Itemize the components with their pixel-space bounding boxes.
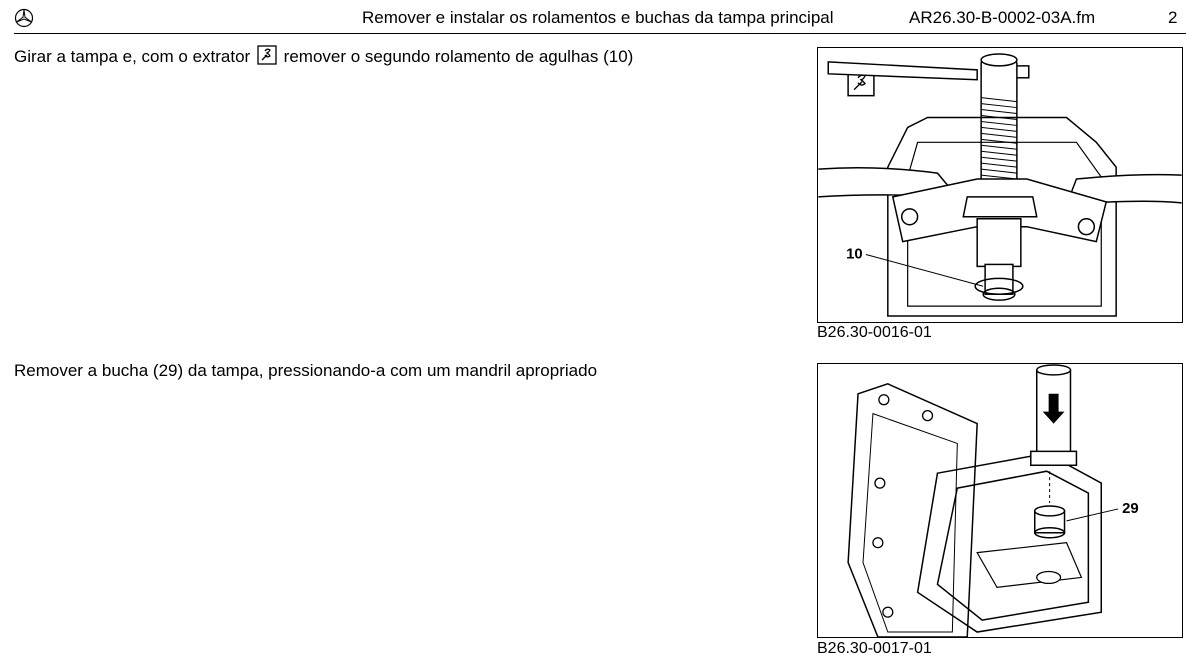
- figure-1-caption: B26.30-0016-01: [817, 324, 932, 341]
- step-2-instruction: Remover a bucha (29) da tampa, pressionando-a com um mandril apropriado: [14, 361, 598, 380]
- callout-29: 29: [1122, 500, 1139, 517]
- puller-illustration: [818, 48, 1182, 322]
- header-rule: [14, 33, 1186, 34]
- callout-10: 10: [846, 246, 863, 263]
- figure-2-caption: B26.30-0017-01: [817, 640, 932, 657]
- special-tool-symbol-icon: [257, 45, 277, 65]
- step-1-text-after: remover o segundo rolamento de agulhas (10): [283, 47, 634, 66]
- step-1-text-before: Girar a tampa e, com o extrator: [14, 47, 251, 66]
- mandrel-illustration: [818, 364, 1182, 637]
- page-number: 2: [1168, 8, 1178, 27]
- page-header: [0, 0, 1200, 34]
- file-id: AR26.30-B-0002-03A.fm: [909, 8, 1096, 27]
- figure-bushing-removal: [817, 363, 1183, 638]
- mercedes-star-icon: [14, 8, 34, 28]
- figure-needle-bearing-removal: [817, 47, 1183, 323]
- step-1-instruction: [14, 45, 633, 67]
- document-title: Remover e instalar os rolamentos e buchas da tampa principal: [362, 8, 834, 27]
